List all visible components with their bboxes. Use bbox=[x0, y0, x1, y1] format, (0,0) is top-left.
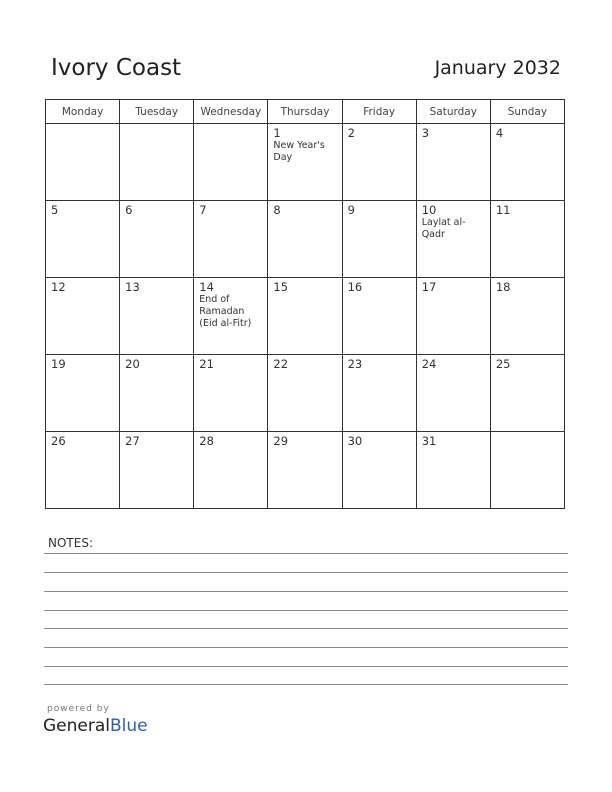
powered-by-text: powered by bbox=[47, 704, 110, 714]
day-cell bbox=[490, 124, 564, 201]
day-cell bbox=[194, 201, 268, 278]
week-row bbox=[46, 355, 565, 432]
day-number: 31 bbox=[421, 434, 437, 448]
day-cell bbox=[342, 201, 416, 278]
day-cell bbox=[194, 432, 268, 509]
week-row bbox=[46, 278, 565, 355]
day-cell bbox=[342, 278, 416, 355]
day-cell bbox=[416, 355, 490, 432]
note-line bbox=[44, 610, 568, 611]
day-number: 10 bbox=[421, 203, 437, 217]
day-number: 12 bbox=[51, 280, 66, 294]
weekday-thursday: Thursday bbox=[268, 100, 342, 124]
note-line bbox=[44, 628, 568, 629]
weekday-tuesday: Tuesday bbox=[120, 100, 194, 124]
day-number: 23 bbox=[347, 357, 363, 371]
holiday-label: Laylat al-Qadr bbox=[421, 217, 466, 240]
generalblue-logo bbox=[43, 716, 148, 736]
weekday-wednesday: Wednesday bbox=[194, 100, 268, 124]
day-cell bbox=[490, 355, 564, 432]
day-cell bbox=[46, 124, 120, 201]
day-cell bbox=[194, 355, 268, 432]
day-number: 9 bbox=[347, 203, 355, 217]
note-line bbox=[44, 684, 568, 685]
day-number: 2 bbox=[347, 126, 355, 140]
day-number: 16 bbox=[347, 280, 363, 294]
day-cell bbox=[490, 432, 564, 509]
day-number: 29 bbox=[273, 434, 289, 448]
day-cell bbox=[46, 355, 120, 432]
day-cell bbox=[490, 278, 564, 355]
notes-label: NOTES: bbox=[48, 536, 93, 550]
weekday-monday: Monday bbox=[46, 100, 120, 124]
holiday-label: New Year's Day bbox=[273, 140, 325, 163]
day-number: 11 bbox=[495, 203, 511, 217]
note-line bbox=[44, 553, 568, 554]
weekday-sunday: Sunday bbox=[490, 100, 564, 124]
day-number: 18 bbox=[495, 280, 511, 294]
day-number: 22 bbox=[273, 357, 289, 371]
day-number: 20 bbox=[125, 357, 140, 371]
day-cell bbox=[46, 432, 120, 509]
day-cell bbox=[342, 432, 416, 509]
week-row bbox=[46, 432, 565, 509]
day-cell bbox=[416, 201, 490, 278]
day-number: 19 bbox=[51, 357, 66, 371]
day-cell bbox=[268, 355, 342, 432]
month-year-title: January 2032 bbox=[434, 57, 561, 79]
day-number: 8 bbox=[273, 203, 281, 217]
week-row bbox=[46, 124, 565, 201]
day-cell bbox=[120, 355, 194, 432]
day-cell bbox=[268, 432, 342, 509]
day-cell bbox=[416, 124, 490, 201]
note-line bbox=[44, 647, 568, 648]
holiday-label: End of Ramadan (Eid al-Fitr) bbox=[199, 294, 252, 329]
weekday-saturday: Saturday bbox=[416, 100, 490, 124]
day-cell bbox=[416, 278, 490, 355]
day-cell bbox=[46, 278, 120, 355]
day-number: 3 bbox=[421, 126, 430, 140]
day-cell bbox=[342, 355, 416, 432]
note-line bbox=[44, 591, 568, 592]
day-cell bbox=[194, 278, 268, 355]
day-number: 6 bbox=[125, 203, 133, 217]
day-number: 24 bbox=[421, 357, 437, 371]
day-number: 26 bbox=[51, 434, 66, 448]
day-cell bbox=[120, 278, 194, 355]
day-cell bbox=[46, 201, 120, 278]
day-number: 30 bbox=[347, 434, 363, 448]
day-cell bbox=[120, 201, 194, 278]
note-line bbox=[44, 666, 568, 667]
day-number: 7 bbox=[199, 203, 207, 217]
brand-part-blue: Blue bbox=[110, 716, 148, 736]
day-cell bbox=[490, 201, 564, 278]
day-cell bbox=[120, 124, 194, 201]
day-number: 27 bbox=[125, 434, 140, 448]
day-number: 28 bbox=[199, 434, 214, 448]
day-number: 21 bbox=[199, 357, 214, 371]
day-cell bbox=[120, 432, 194, 509]
weekday-header-row bbox=[46, 100, 565, 124]
day-cell bbox=[416, 432, 490, 509]
day-cell bbox=[268, 278, 342, 355]
day-number: 14 bbox=[199, 280, 214, 294]
day-cell bbox=[268, 124, 342, 201]
calendar-grid bbox=[45, 99, 565, 509]
day-number: 4 bbox=[495, 126, 504, 140]
day-cell bbox=[268, 201, 342, 278]
day-number: 5 bbox=[51, 203, 59, 217]
day-cell bbox=[342, 124, 416, 201]
brand-part-general: General bbox=[43, 716, 110, 736]
note-line bbox=[44, 572, 568, 573]
day-number: 15 bbox=[273, 280, 289, 294]
day-number: 13 bbox=[125, 280, 140, 294]
day-number: 1 bbox=[273, 126, 281, 140]
day-number: 25 bbox=[495, 357, 511, 371]
day-number: 17 bbox=[421, 280, 437, 294]
day-cell bbox=[194, 124, 268, 201]
weekday-friday: Friday bbox=[342, 100, 416, 124]
week-row bbox=[46, 201, 565, 278]
country-title: Ivory Coast bbox=[51, 55, 182, 81]
